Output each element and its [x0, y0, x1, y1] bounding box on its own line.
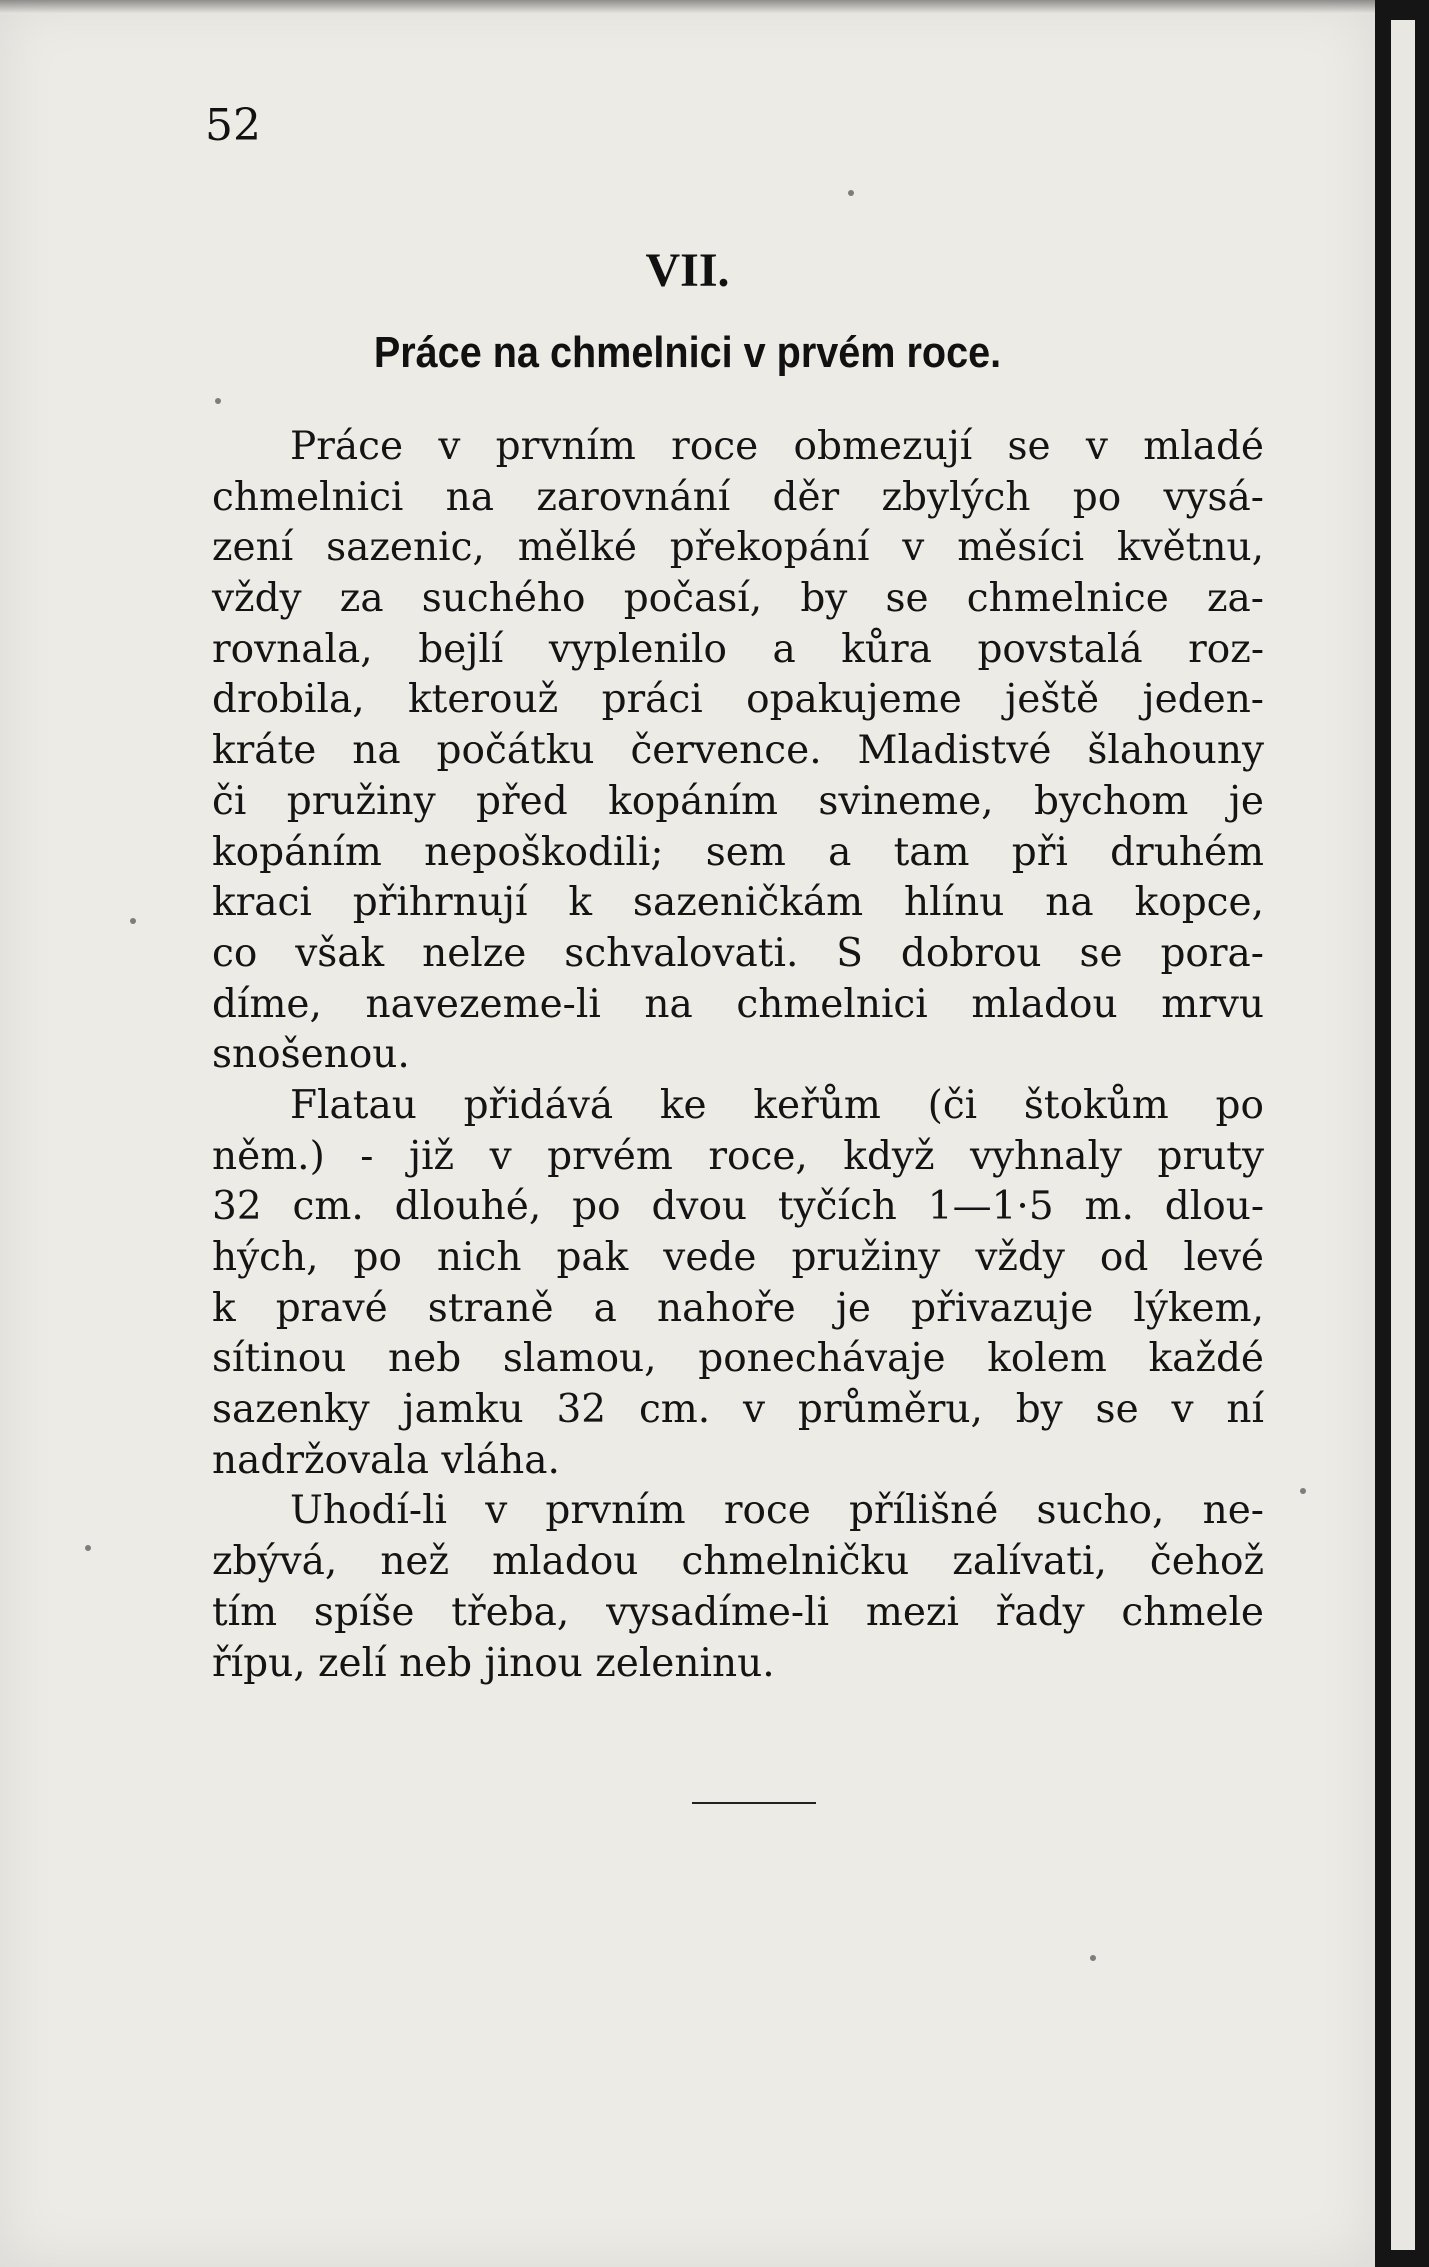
- text-line: Uhodí-li v prvním roce přílišné sucho, ne-: [290, 1488, 1264, 1534]
- text-line: Flatau přidává ke keřům (či štokům po: [290, 1082, 1264, 1128]
- paragraph-3: [212, 1486, 1264, 1689]
- text-line: díme, navezeme-li na chmelnici mladou mrvu: [212, 981, 1264, 1027]
- text-line: sítinou neb slamou, ponechávaje kolem každé: [212, 1336, 1264, 1382]
- paper-speck: [130, 918, 136, 924]
- text-line: něm.) - již v prvém roce, když vyhnaly pruty: [212, 1133, 1264, 1179]
- text-line: k pravé straně a nahoře je přivazuje lýkem,: [212, 1285, 1264, 1331]
- text-line: Práce v prvním roce obmezují se v mladé: [290, 424, 1264, 469]
- paper-speck: [215, 398, 221, 404]
- text-line: chmelnici na zarovnání děr zbylých po vysá-: [212, 474, 1264, 520]
- text-line: sazenky jamku 32 cm. v průměru, by se v ní: [212, 1387, 1264, 1433]
- chapter-body: [212, 422, 1264, 1689]
- paragraph-2: [212, 1081, 1264, 1487]
- text-line: 32 cm. dlouhé, po dvou tyčích 1—1·5 m. dlou-: [212, 1184, 1264, 1230]
- page-top-edge: [0, 0, 1375, 14]
- text-line: nadržovala vláha.: [212, 1437, 560, 1483]
- paragraph-1: [212, 422, 1264, 1081]
- text-line: zení sazenic, mělké překopání v měsíci květnu,: [212, 525, 1264, 571]
- text-line: zbývá, než mladou chmelničku zalívati, čehož: [212, 1539, 1264, 1585]
- text-line: hých, po nich pak vede pružiny vždy od levé: [212, 1235, 1264, 1280]
- paper-speck: [1090, 1955, 1096, 1961]
- text-line: kráte na počátku července. Mladistvé šlahouny: [212, 728, 1264, 774]
- text-line: řípu, zelí neb jinou zeleninu.: [212, 1640, 775, 1686]
- paper-speck: [85, 1545, 91, 1551]
- adjacent-page-edge: [1375, 0, 1429, 2267]
- text-line: drobila, kterouž práci opakujeme ještě jeden-: [212, 677, 1264, 723]
- text-line: kopáním nepoškodili; sem a tam při druhém: [212, 829, 1264, 875]
- paper-speck: [1300, 1488, 1306, 1494]
- text-line: kraci přihrnují k sazeničkám hlínu na kopce,: [212, 880, 1264, 926]
- adjacent-page-sliver: [1391, 20, 1415, 2250]
- chapter-title: Práce na chmelnici v prvém roce.: [373, 328, 1002, 377]
- chapter-number: VII.: [645, 244, 730, 297]
- end-of-chapter-rule: [692, 1802, 816, 1804]
- text-line: či pružiny před kopáním svineme, bychom je: [212, 778, 1264, 824]
- text-line: vždy za suchého počasí, by se chmelnice za-: [212, 576, 1264, 622]
- page-number: 52: [205, 100, 261, 151]
- text-line: snošenou.: [212, 1032, 410, 1078]
- text-line: tím spíše třeba, vysadíme-li mezi řady chmele: [212, 1589, 1264, 1635]
- paper-speck: [848, 190, 854, 196]
- text-line: rovnala, bejlí vyplenilo a kůra povstalá roz-: [212, 626, 1264, 672]
- text-line: co však nelze schvalovati. S dobrou se pora-: [212, 930, 1264, 976]
